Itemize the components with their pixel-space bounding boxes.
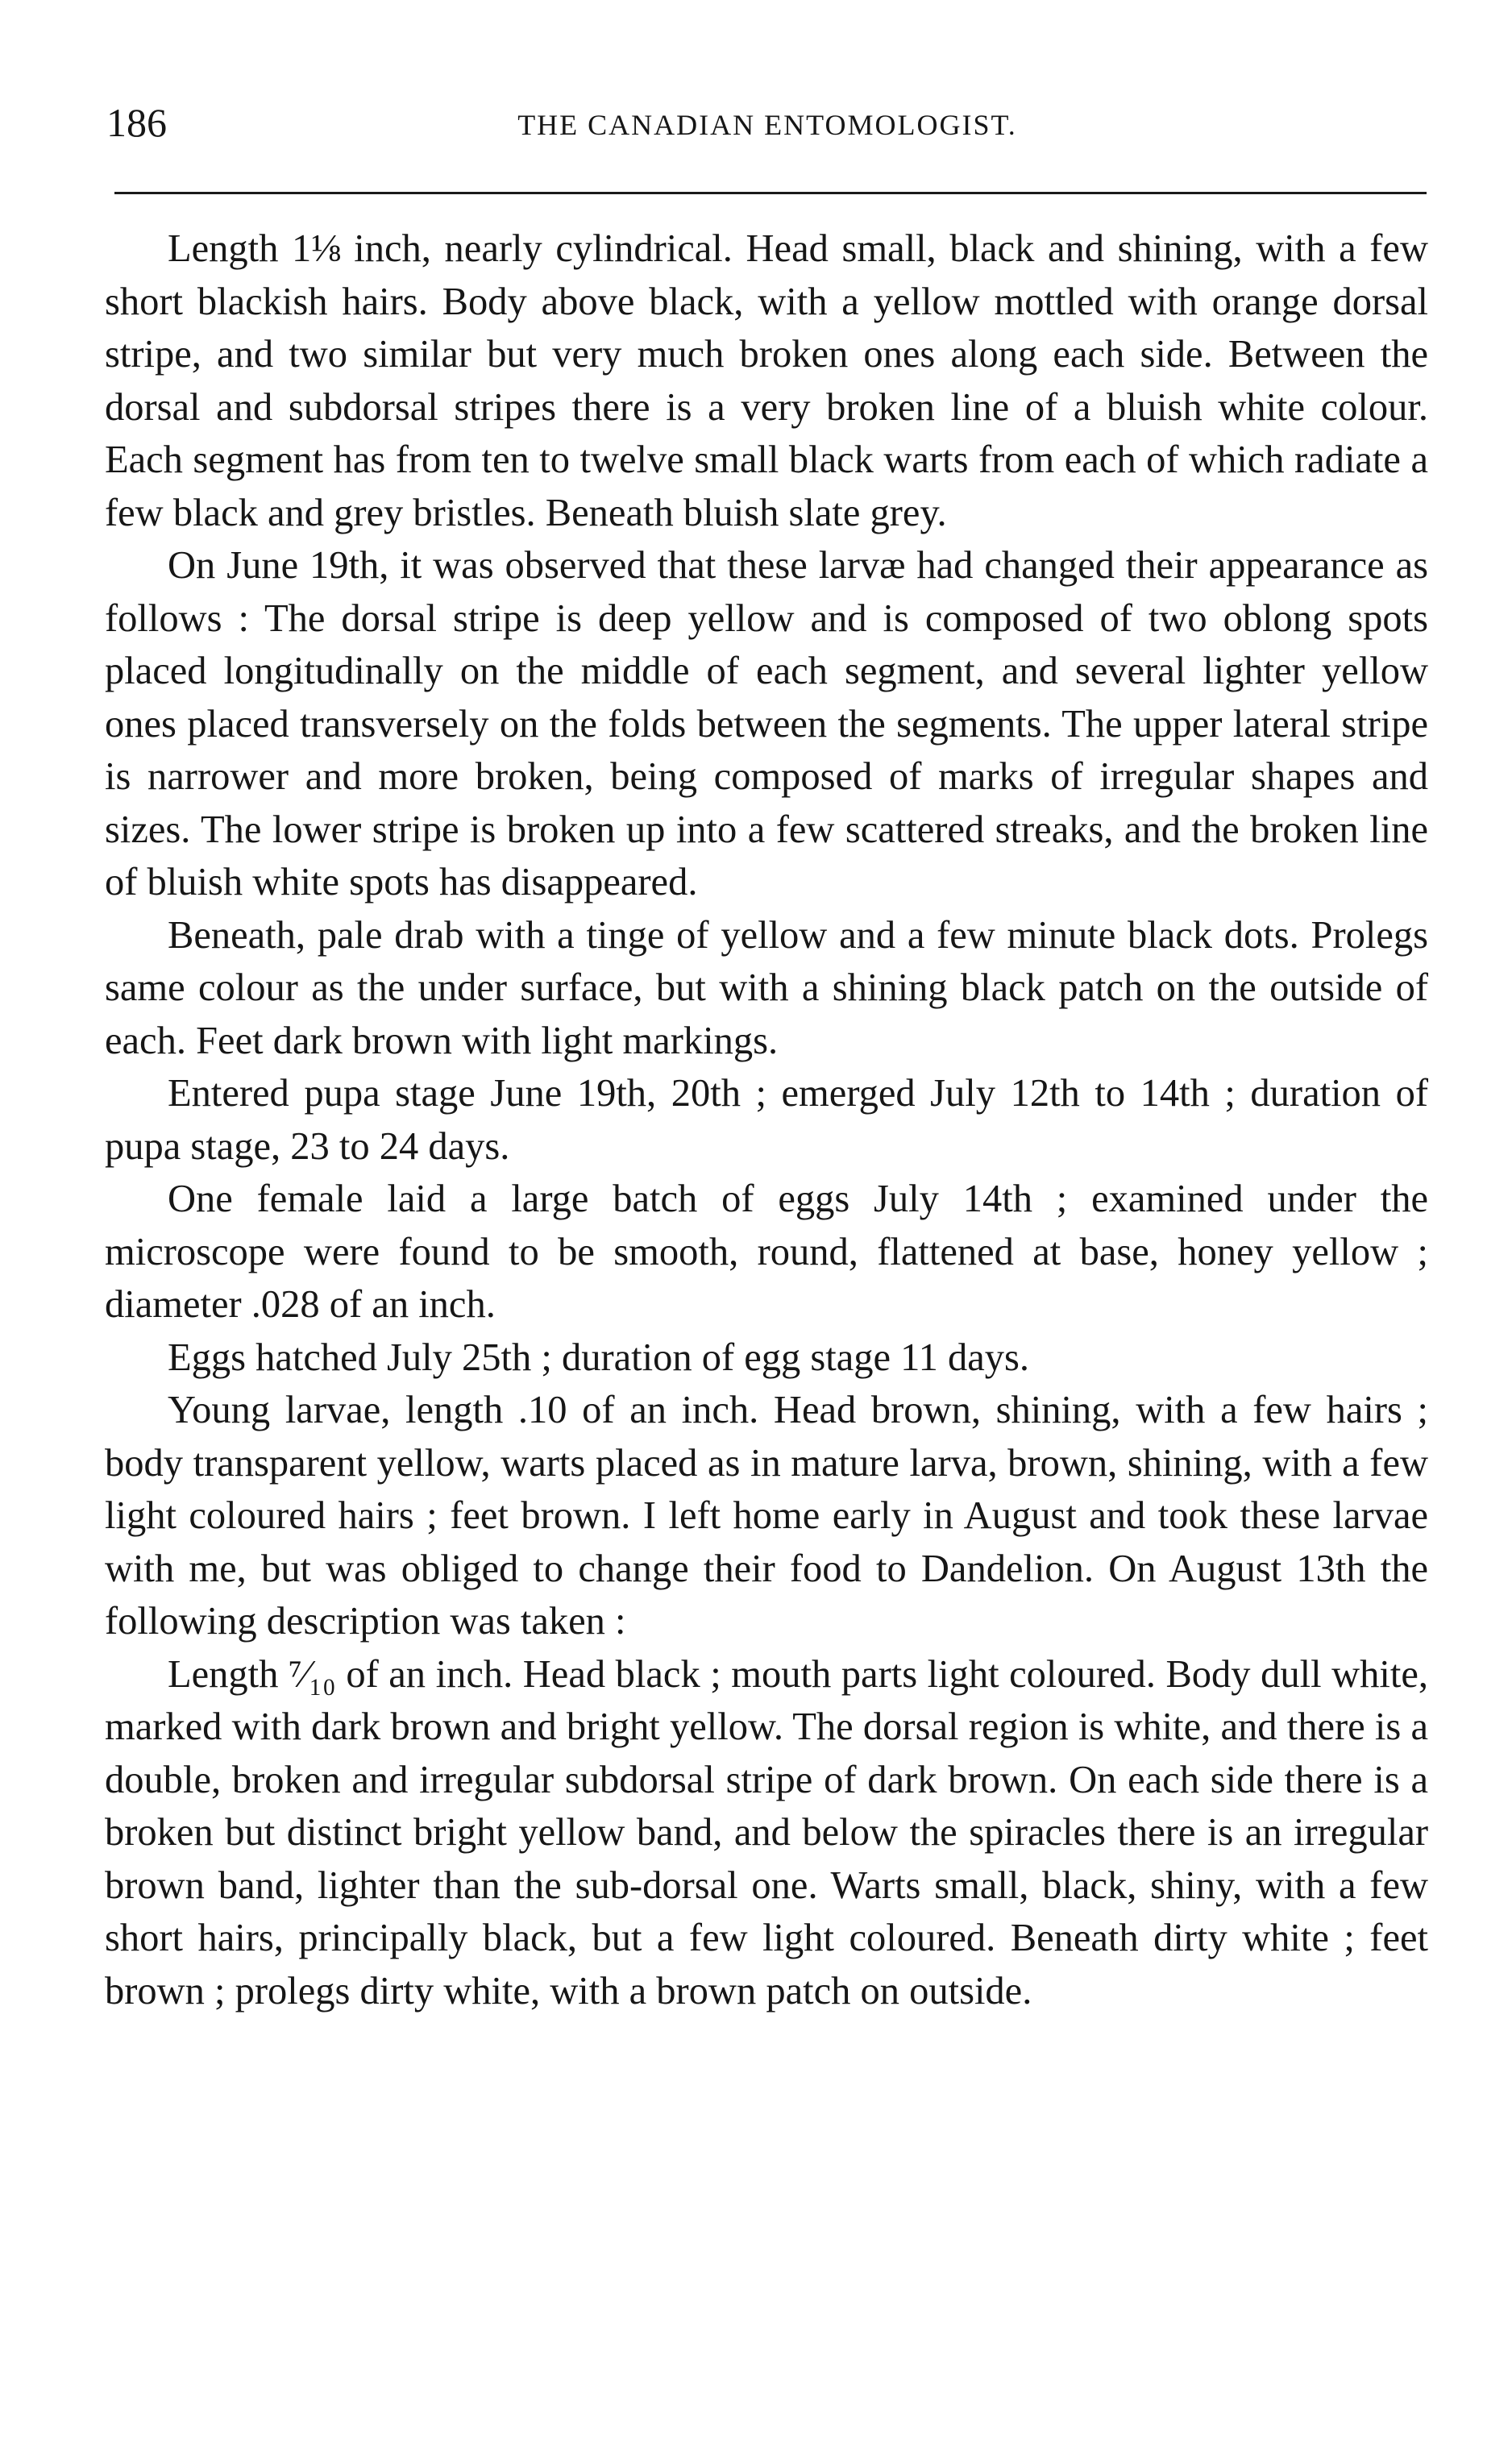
paragraph-young-larvae: Young larvae, length .10 of an inch. Head brown, shining, with a few hairs ; body transparent yellow, warts placed as in mature larva, brown, shining, with a few light coloured hairs ; feet brown. I left home early in August and took these larvae with me, but was obliged to change their food to Dandelion. On August 13th the following description was taken : <box>105 1389 1428 1643</box>
article-body <box>105 222 1428 2017</box>
paragraph-beneath: Beneath, pale drab with a tinge of yellow and a few minute black dots. Prolegs same colour as the under surface, but with a shining black patch on the outside of each. Feet dark brown with light markings. <box>105 913 1428 1062</box>
paragraph-august-description: Length ⁷⁄₁₀ of an inch. Head black ; mouth parts light coloured. Body dull white, marked with dark brown and bright yellow. The dorsal region is white, and there is a double, broken and irregular subdorsal stripe of dark brown. On each side there is a broken but distinct bright yellow band, and below the spiracles there is an irregular brown band, lighter than the sub-dorsal one. Warts small, black, shiny, with a few short hairs, principally black, but a few light coloured. Beneath dirty white ; feet brown ; prolegs dirty white, with a brown patch on outside. <box>105 1652 1428 2013</box>
paragraph-june-19-appearance: On June 19th, it was observed that these larvæ had changed their appearance as follows : The dorsal stripe is deep yellow and is composed of two oblong spots placed longitudinally on the middle of each segment, and several lighter yellow ones placed transversely on the folds between the segments. The upper lateral stripe is narrower and more broken, being composed of marks of irregular shapes and sizes. The lower stripe is broken up into a few scattered streaks, and the broken line of bluish white spots has disappeared. <box>105 544 1428 903</box>
paragraph-eggs-hatched: Eggs hatched July 25th ; duration of egg stage 11 days. <box>168 1336 1030 1379</box>
paragraph-pupa-stage: Entered pupa stage June 19th, 20th ; emerged July 12th to 14th ; duration of pupa stage, 23 to 24 days. <box>105 1072 1428 1168</box>
paragraph-mature-larva: Length 1⅛ inch, nearly cylindrical. Head small, black and shining, with a few short blackish hairs. Body above black, with a yellow mottled with orange dorsal stripe, and two similar but very much broken ones along each side. Between the dorsal and subdorsal stripes there is a very broken line of a bluish white colour. Each segment has from ten to twelve small black warts from each of which radiate a few black and grey bristles. Beneath bluish slate grey. <box>105 227 1428 534</box>
paragraph-eggs: One female laid a large batch of eggs July 14th ; examined under the microscope were found to be smooth, round, flattened at base, honey yellow ; diameter .028 of an inch. <box>105 1178 1428 1326</box>
header-rule <box>114 192 1427 194</box>
page-header <box>106 87 1428 152</box>
page-number: 186 <box>106 100 167 145</box>
running-title: THE CANADIAN ENTOMOLOGIST. <box>517 109 1017 141</box>
